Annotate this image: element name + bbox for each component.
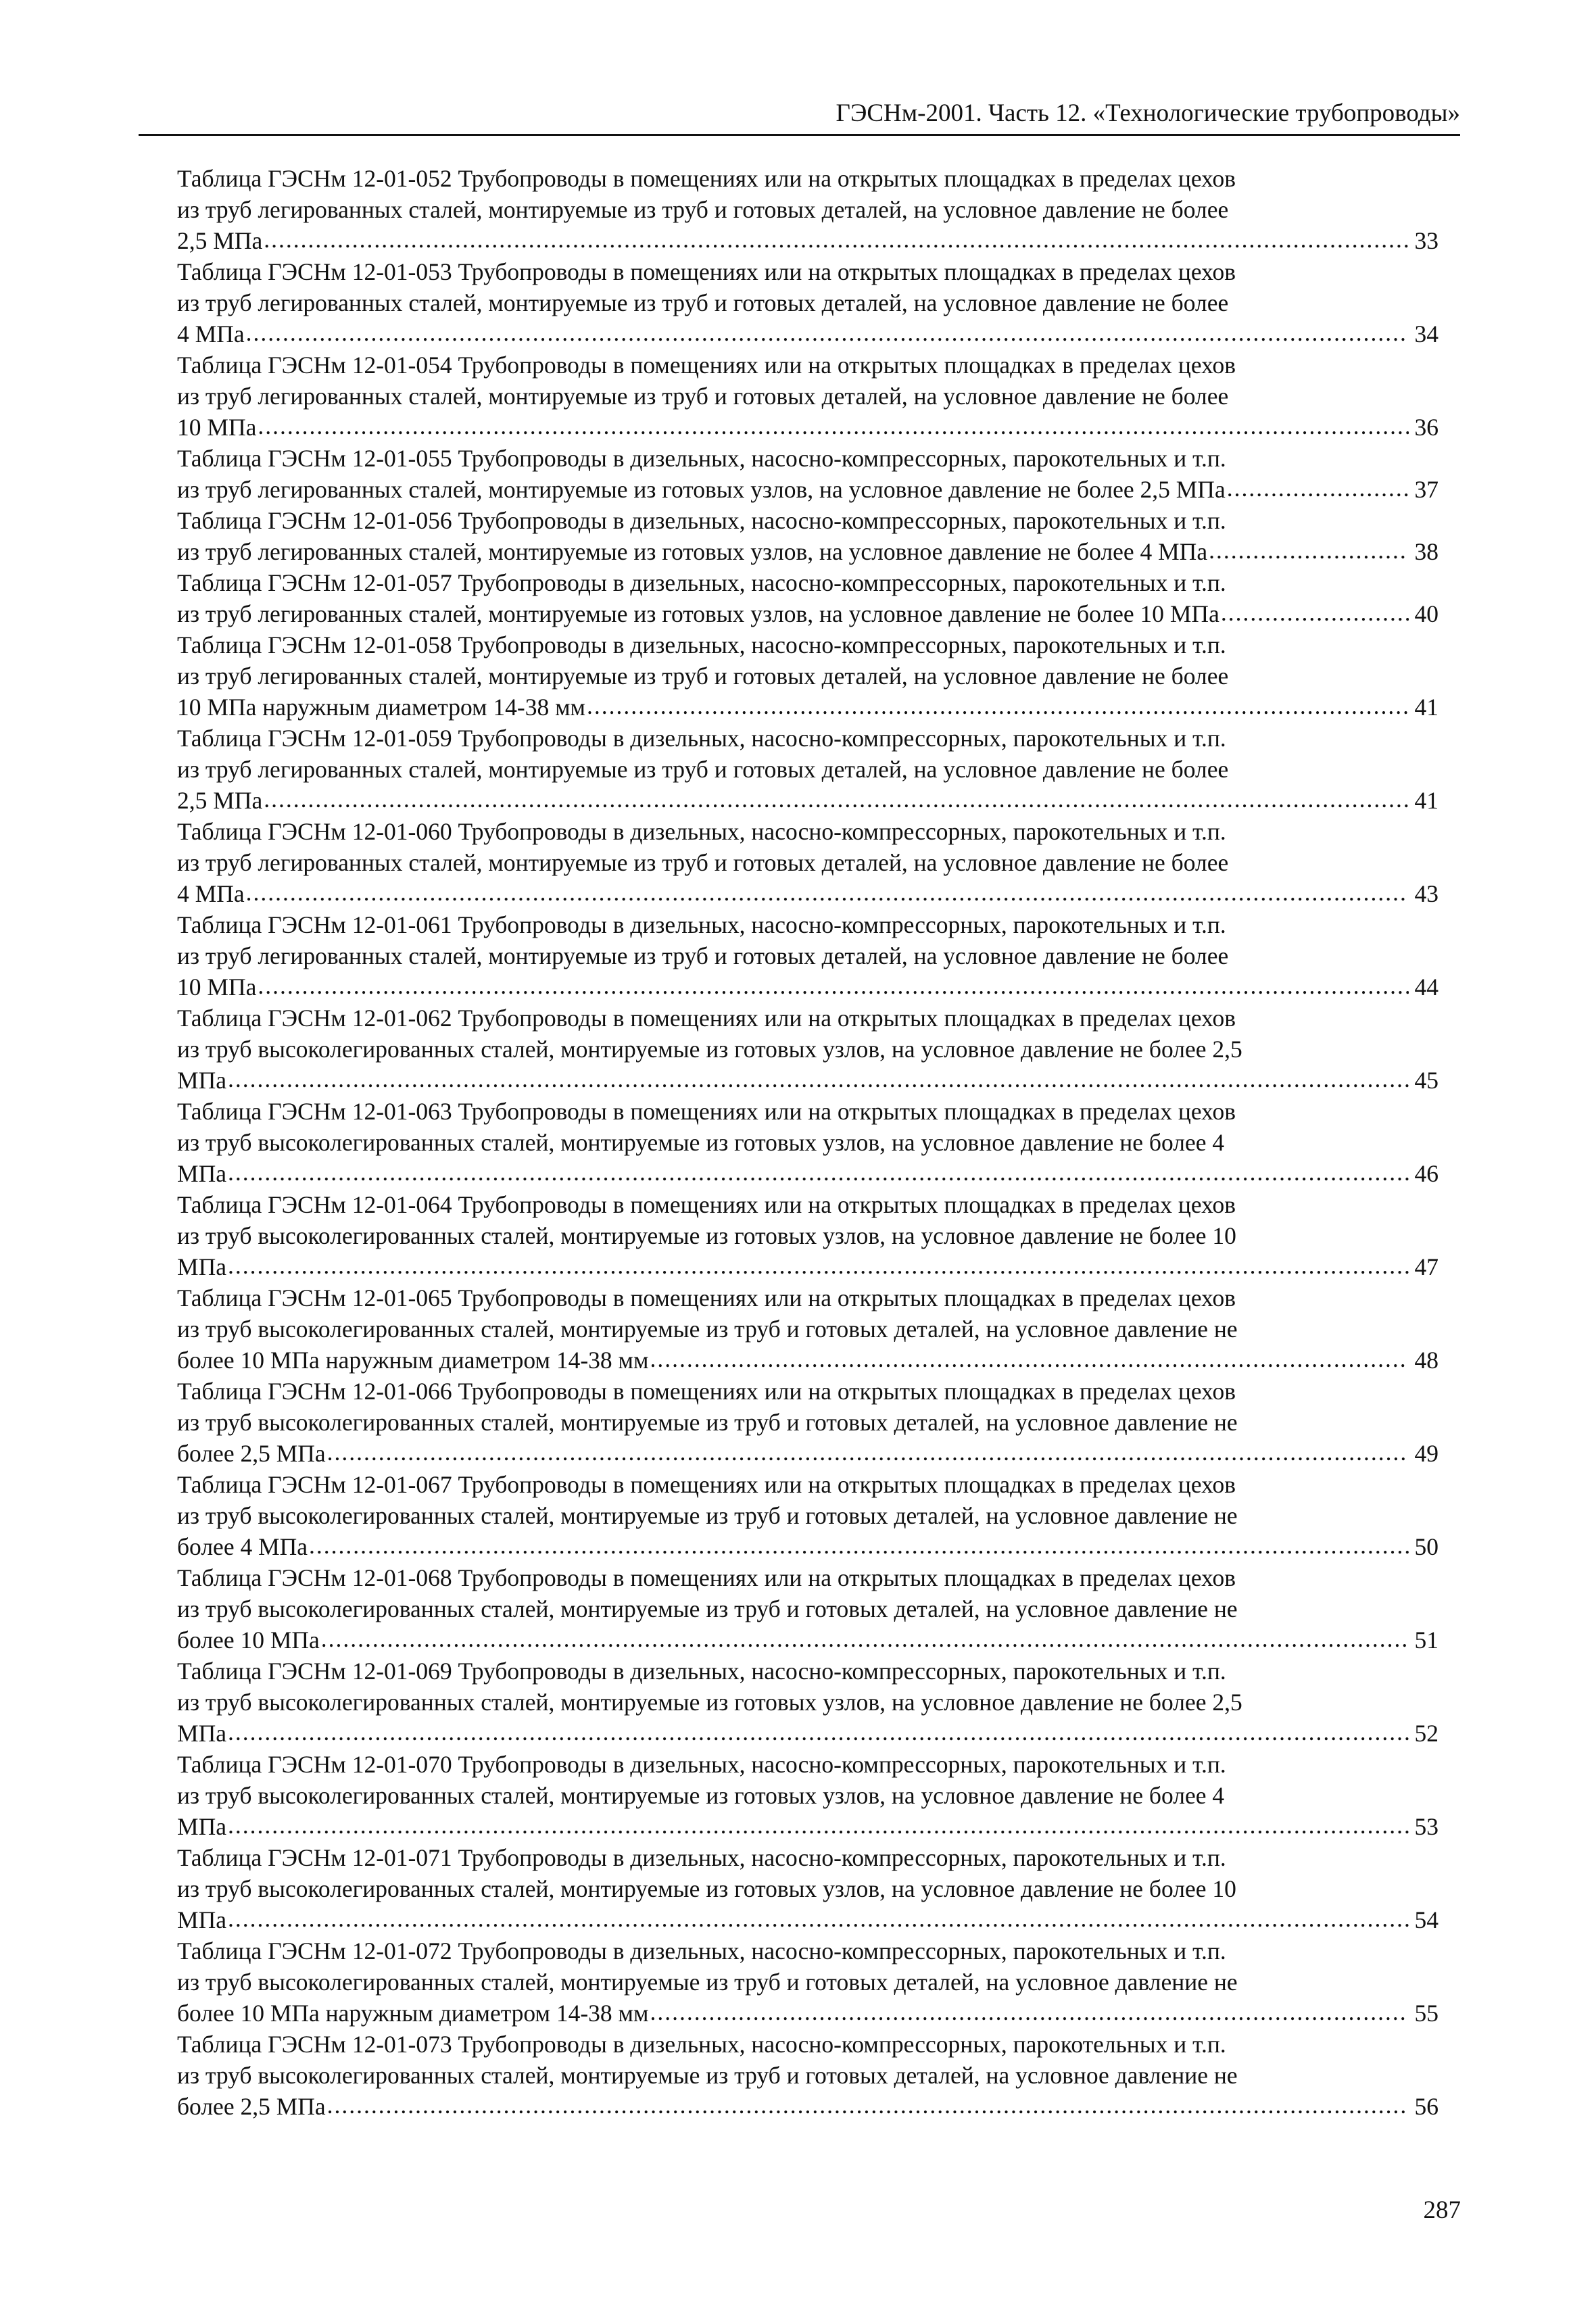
toc-entry-text: 10 МПа [177,973,257,1000]
dot-leader [228,1716,1409,1747]
toc-entry-line: из труб высоколегированных сталей, монтируемые из готовых узлов, на условное давление не более 4 [177,1782,1225,1809]
toc-entry-text: 10 МПа наружным диаметром 14-38 мм [177,694,586,721]
toc-entry-text: МПа [177,1906,226,1933]
toc-entry-last-line [177,971,1438,1003]
toc-entry-line: из труб высоколегированных сталей, монтируемые из готовых узлов, на условное давление не более 2,5 [177,1036,1242,1063]
toc-entry-line: Таблица ГЭСНм 12-01-073 Трубопроводы в дизельных, насосно-компрессорных, парокотельных и т.п. [177,2031,1226,2058]
toc-entry-line: из труб легированных сталей, монтируемые из труб и готовых деталей, на условное давление не более [177,756,1229,783]
toc-entry-line: Таблица ГЭСНм 12-01-054 Трубопроводы в помещениях или на открытых площадках в пределах цехов [177,352,1236,379]
toc-entry [177,163,1438,256]
toc-entry-line: Таблица ГЭСНм 12-01-066 Трубопроводы в помещениях или на открытых площадках в пределах цехов [177,1378,1236,1405]
toc-entry-line: из труб легированных сталей, монтируемые из труб и готовых деталей, на условное давление не более [177,942,1229,969]
dot-leader [309,1530,1409,1561]
toc-entry-last-line [177,1438,1438,1469]
toc-entry-text: из труб легированных сталей, монтируемые из готовых узлов, на условное давление не более 4 МПа [177,538,1208,565]
dot-leader [258,970,1409,1001]
toc-page-number: 38 [1414,538,1438,565]
toc-entry-text: МПа [177,1160,226,1187]
header-title: ГЭСНм-2001. Часть 12. «Технологические трубопроводы» [836,99,1460,127]
toc-entry-text: из труб легированных сталей, монтируемые из готовых узлов, на условное давление не более 10 МПа [177,600,1219,627]
toc-entry-last-line [177,1158,1438,1189]
toc-entry-text: более 2,5 МПа [177,1440,326,1467]
toc-entry-line: Таблица ГЭСНм 12-01-053 Трубопроводы в помещениях или на открытых площадках в пределах цехов [177,258,1236,285]
toc-page-number: 47 [1414,1253,1438,1280]
toc-entry-last-line [177,474,1438,505]
toc-entry-last-line [177,692,1438,723]
toc-entry-line: из труб высоколегированных сталей, монтируемые из труб и готовых деталей, на условное давление не [177,1316,1238,1343]
dot-leader [321,1623,1409,1654]
toc-entry-text: из труб легированных сталей, монтируемые из готовых узлов, на условное давление не более 2,5 МПа [177,476,1226,503]
toc-entry [177,1935,1438,2029]
toc-entry [177,1282,1438,1376]
toc-page-number: 41 [1414,787,1438,814]
toc-entry [177,567,1438,629]
toc-page-number: 44 [1414,973,1438,1000]
dot-leader [1221,597,1409,628]
toc-entry-text: МПа [177,1253,226,1280]
toc-entry-line: из труб высоколегированных сталей, монтируемые из труб и готовых деталей, на условное давление не [177,1409,1238,1436]
toc-entry-last-line [177,598,1438,629]
toc-entry-last-line [177,1998,1438,2029]
dot-leader [587,690,1409,721]
toc-page-number: 56 [1414,2093,1438,2120]
toc-entry-line: Таблица ГЭСНм 12-01-052 Трубопроводы в помещениях или на открытых площадках в пределах цехов [177,165,1236,192]
toc-entry-line: Таблица ГЭСНм 12-01-071 Трубопроводы в дизельных, насосно-компрессорных, парокотельных и т.п. [177,1844,1226,1871]
toc-page-number: 36 [1414,414,1438,441]
toc-entry [177,2029,1438,2122]
toc-entry-line: Таблица ГЭСНм 12-01-069 Трубопроводы в дизельных, насосно-компрессорных, парокотельных и т.п. [177,1658,1226,1685]
toc-entry-line: из труб высоколегированных сталей, монтируемые из готовых узлов, на условное давление не более 4 [177,1129,1225,1156]
toc-entry-line: Таблица ГЭСНм 12-01-067 Трубопроводы в помещениях или на открытых площадках в пределах цехов [177,1471,1236,1498]
dot-leader [258,410,1409,441]
toc-entry-line: Таблица ГЭСНм 12-01-070 Трубопроводы в дизельных, насосно-компрессорных, парокотельных и т.п. [177,1751,1226,1778]
toc-page-number: 50 [1414,1533,1438,1560]
dot-leader [650,1343,1409,1374]
toc-entry [177,1469,1438,1562]
toc-entry-last-line [177,878,1438,909]
toc-entry-line: из труб высоколегированных сталей, монтируемые из труб и готовых деталей, на условное давление не [177,2062,1238,2089]
toc-page-number: 41 [1414,694,1438,721]
toc-entry-text: МПа [177,1720,226,1747]
dot-leader [246,877,1409,908]
toc-entry-last-line [177,1065,1438,1096]
toc-entry-line: из труб высоколегированных сталей, монтируемые из труб и готовых деталей, на условное давление не [177,1969,1238,1996]
toc-page-number: 52 [1414,1720,1438,1747]
toc-entry-line: из труб легированных сталей, монтируемые из труб и готовых деталей, на условное давление не более [177,662,1229,690]
dot-leader [1227,473,1409,504]
toc-entry-last-line [177,412,1438,443]
toc-entry [177,909,1438,1003]
toc-entry [177,1842,1438,1935]
dot-leader [228,1250,1409,1281]
toc-page-number: 34 [1414,320,1438,347]
toc-entry-last-line [177,1345,1438,1376]
toc-entry-line: из труб высоколегированных сталей, монтируемые из труб и готовых деталей, на условное давление не [177,1595,1238,1622]
toc-entry-line: Таблица ГЭСНм 12-01-056 Трубопроводы в дизельных, насосно-компрессорных, парокотельных и т.п. [177,507,1226,534]
toc-entry [177,1189,1438,1282]
toc-entry [177,629,1438,723]
toc-entry-last-line [177,1251,1438,1282]
toc-entry-line: Таблица ГЭСНм 12-01-059 Трубопроводы в дизельных, насосно-компрессорных, парокотельных и т.п. [177,725,1226,752]
toc-page-number: 37 [1414,476,1438,503]
toc-entry-line: из труб высоколегированных сталей, монтируемые из готовых узлов, на условное давление не более 10 [177,1222,1236,1249]
dot-leader [246,317,1409,348]
toc-entry-last-line [177,318,1438,349]
toc-page-number: 51 [1414,1626,1438,1654]
toc-entry [177,1656,1438,1749]
toc-entry-line: Таблица ГЭСНм 12-01-062 Трубопроводы в помещениях или на открытых площадках в пределах цехов [177,1005,1236,1032]
toc-entry-line: из труб легированных сталей, монтируемые из труб и готовых деталей, на условное давление не более [177,849,1229,876]
toc-entry-text: 2,5 МПа [177,227,263,254]
toc-entry [177,1562,1438,1656]
dot-leader [228,1063,1409,1094]
toc-entry [177,723,1438,816]
toc-entry-text: более 10 МПа [177,1626,320,1654]
toc-entry-last-line [177,536,1438,567]
toc-page-number: 45 [1414,1067,1438,1094]
toc-entry-line: Таблица ГЭСНм 12-01-072 Трубопроводы в дизельных, насосно-компрессорных, парокотельных и т.п. [177,1937,1226,1964]
toc-entry-text: более 4 МПа [177,1533,308,1560]
toc-entry-last-line [177,1904,1438,1935]
toc-entry-text: более 2,5 МПа [177,2093,326,2120]
toc-entry-line: из труб высоколегированных сталей, монтируемые из труб и готовых деталей, на условное давление не [177,1502,1238,1529]
toc-page-number: 55 [1414,2000,1438,2027]
toc-entry [177,256,1438,349]
toc-entry-line: из труб легированных сталей, монтируемые из труб и готовых деталей, на условное давление не более [177,289,1229,316]
toc-entry [177,1749,1438,1842]
running-header [139,95,1460,136]
toc-page-number: 43 [1414,880,1438,907]
toc-entry-line: из труб легированных сталей, монтируемые из труб и готовых деталей, на условное давление не более [177,196,1229,223]
dot-leader [650,1996,1409,2027]
toc-entry-text: 2,5 МПа [177,787,263,814]
toc-entry-last-line [177,225,1438,256]
dot-leader [228,1903,1409,1934]
toc-page-number: 33 [1414,227,1438,254]
table-of-contents [177,163,1438,2122]
toc-entry [177,505,1438,567]
toc-entry-last-line [177,785,1438,816]
toc-entry-line: из труб высоколегированных сталей, монтируемые из готовых узлов, на условное давление не более 2,5 [177,1689,1242,1716]
toc-entry-line: Таблица ГЭСНм 12-01-063 Трубопроводы в помещениях или на открытых площадках в пределах цехов [177,1098,1236,1125]
toc-entry-line: из труб высоколегированных сталей, монтируемые из готовых узлов, на условное давление не более 10 [177,1875,1236,1902]
toc-entry-last-line [177,1531,1438,1562]
dot-leader [228,1157,1409,1188]
toc-page-number: 48 [1414,1347,1438,1374]
toc-entry-text: МПа [177,1813,226,1840]
toc-entry [177,816,1438,909]
toc-entry-last-line [177,1624,1438,1656]
dot-leader [327,2090,1409,2121]
toc-entry [177,443,1438,505]
dot-leader [1209,535,1409,566]
dot-leader [264,224,1409,255]
toc-entry [177,349,1438,443]
toc-entry-text: более 10 МПа наружным диаметром 14-38 мм [177,1347,649,1374]
toc-entry-text: МПа [177,1067,226,1094]
toc-entry [177,1096,1438,1189]
dot-leader [228,1810,1409,1841]
dot-leader [264,783,1409,815]
toc-entry-line: Таблица ГЭСНм 12-01-065 Трубопроводы в помещениях или на открытых площадках в пределах цехов [177,1284,1236,1311]
toc-entry-last-line [177,1718,1438,1749]
page-number: 287 [1423,2196,1461,2224]
dot-leader [327,1437,1409,1468]
toc-entry [177,1003,1438,1096]
toc-page-number: 40 [1414,600,1438,627]
toc-entry-line: Таблица ГЭСНм 12-01-058 Трубопроводы в дизельных, насосно-компрессорных, парокотельных и т.п. [177,631,1226,658]
toc-entry-line: Таблица ГЭСНм 12-01-064 Трубопроводы в помещениях или на открытых площадках в пределах цехов [177,1191,1236,1218]
toc-page-number: 49 [1414,1440,1438,1467]
toc-entry-text: 10 МПа [177,414,257,441]
toc-page-number: 46 [1414,1160,1438,1187]
toc-entry-text: 4 МПа [177,320,245,347]
toc-entry-line: Таблица ГЭСНм 12-01-057 Трубопроводы в дизельных, насосно-компрессорных, парокотельных и т.п. [177,569,1226,596]
toc-entry-last-line [177,2091,1438,2122]
toc-entry [177,1376,1438,1469]
toc-entry-line: Таблица ГЭСНм 12-01-060 Трубопроводы в дизельных, насосно-компрессорных, парокотельных и т.п. [177,818,1226,845]
toc-entry-text: 4 МПа [177,880,245,907]
toc-entry-line: из труб легированных сталей, монтируемые из труб и готовых деталей, на условное давление не более [177,383,1229,410]
toc-entry-line: Таблица ГЭСНм 12-01-061 Трубопроводы в дизельных, насосно-компрессорных, парокотельных и т.п. [177,911,1226,938]
toc-page-number: 53 [1414,1813,1438,1840]
toc-entry-text: более 10 МПа наружным диаметром 14-38 мм [177,2000,649,2027]
toc-entry-last-line [177,1811,1438,1842]
toc-entry-line: Таблица ГЭСНм 12-01-068 Трубопроводы в помещениях или на открытых площадках в пределах цехов [177,1564,1236,1591]
toc-entry-line: Таблица ГЭСНм 12-01-055 Трубопроводы в дизельных, насосно-компрессорных, парокотельных и т.п. [177,445,1226,472]
toc-page-number: 54 [1414,1906,1438,1933]
